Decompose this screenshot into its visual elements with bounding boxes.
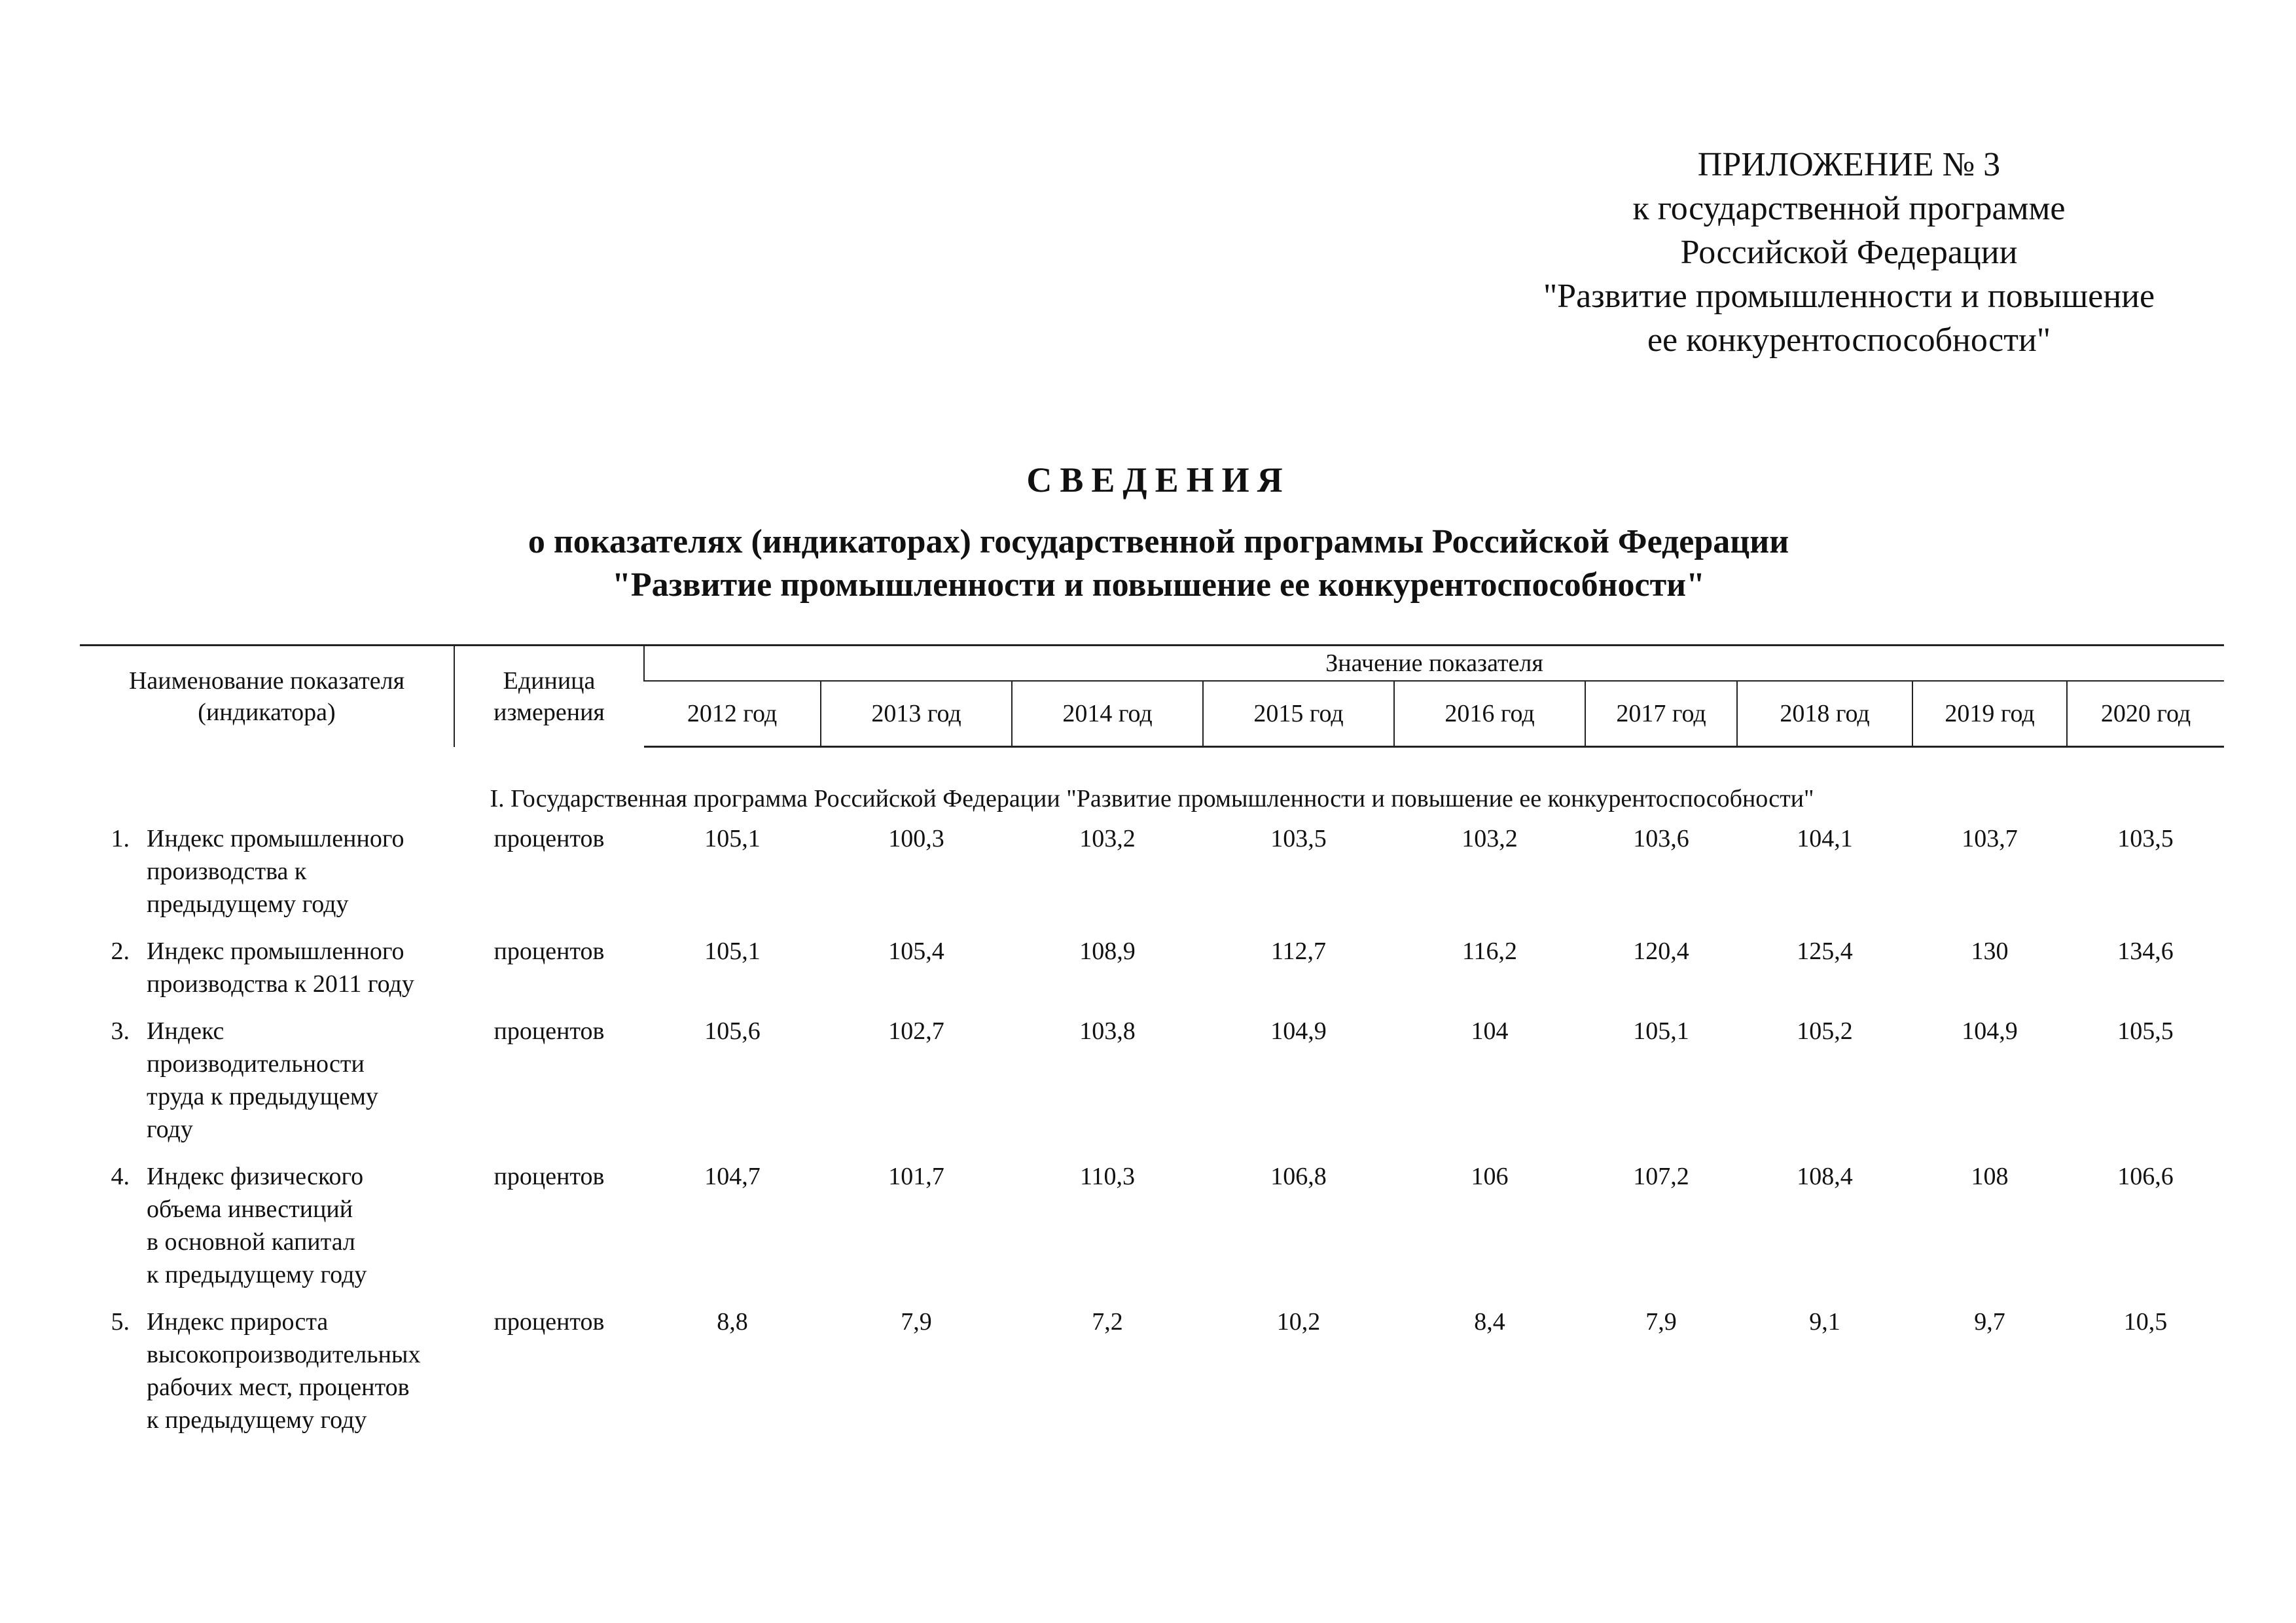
unit-cell: процентов	[493, 1017, 605, 1045]
unit-cell: процентов	[493, 1308, 605, 1336]
value-cell: 102,7	[888, 1017, 944, 1045]
header-name-line-2: (индикатора)	[198, 698, 336, 726]
row-number: 1.	[111, 825, 130, 852]
header-year: 2018 год	[1737, 681, 1912, 747]
name-line: Индекс промышленного	[147, 825, 404, 852]
indicators-table	[80, 644, 2224, 1451]
document-subtitle	[0, 520, 2296, 607]
name-line: Индекс физического	[147, 1163, 364, 1190]
value-cell: 9,1	[1809, 1308, 1840, 1336]
header-values: Значение показателя	[644, 646, 2224, 682]
table-row	[80, 1305, 2224, 1451]
indicator-name	[147, 1160, 454, 1305]
value-cell: 104	[1471, 1017, 1509, 1045]
subtitle-line-1: о показателях (индикаторах) государственной программы Российской Федерации	[528, 523, 1789, 560]
document-title: СВЕДЕНИЯ	[1026, 460, 1291, 500]
value-cell: 120,4	[1633, 938, 1689, 965]
value-cell: 106,8	[1270, 1163, 1327, 1190]
header-year: 2019 год	[1912, 681, 2067, 747]
value-cell: 108,9	[1079, 938, 1136, 965]
value-cell: 103,2	[1462, 825, 1518, 852]
section-title: I. Государственная программа Российской Федерации "Развитие промышленности и повышение ее конкурентоспособности"	[490, 785, 1814, 812]
appendix-header	[1466, 143, 2232, 362]
name-line: году	[147, 1116, 193, 1143]
name-line: к предыдущему году	[147, 1406, 367, 1434]
name-line: объема инвестиций	[147, 1195, 353, 1223]
row-number: 3.	[111, 1017, 130, 1045]
value-cell: 105,5	[2117, 1017, 2174, 1045]
appendix-line: ПРИЛОЖЕНИЕ № 3	[1697, 146, 2001, 183]
name-line: производства к 2011 году	[147, 970, 414, 998]
value-cell: 8,4	[1474, 1308, 1505, 1336]
header-year: 2012 год	[644, 681, 821, 747]
value-cell: 103,8	[1079, 1017, 1136, 1045]
table-row	[80, 935, 2224, 1015]
name-line: к предыдущему году	[147, 1261, 367, 1288]
table-row	[80, 1160, 2224, 1305]
header-year: 2016 год	[1394, 681, 1585, 747]
unit-cell: процентов	[493, 1163, 605, 1190]
value-cell: 104,9	[1270, 1017, 1327, 1045]
header-indicator-name	[80, 646, 454, 747]
value-cell: 108,4	[1797, 1163, 1853, 1190]
value-cell: 8,8	[717, 1308, 748, 1336]
value-cell: 9,7	[1974, 1308, 2005, 1336]
value-cell: 105,1	[1633, 1017, 1689, 1045]
name-line: рабочих мест, процентов	[147, 1374, 410, 1401]
header-year: 2020 год	[2067, 681, 2224, 747]
row-number: 2.	[111, 938, 130, 965]
value-cell: 10,5	[2123, 1308, 2168, 1336]
value-cell: 103,2	[1079, 825, 1136, 852]
value-cell: 106	[1471, 1163, 1509, 1190]
value-cell: 101,7	[888, 1163, 944, 1190]
value-cell: 104,9	[1962, 1017, 2018, 1045]
appendix-line: к государственной программе	[1632, 190, 2066, 227]
unit-cell: процентов	[493, 825, 605, 852]
value-cell: 100,3	[888, 825, 944, 852]
value-cell: 125,4	[1797, 938, 1853, 965]
value-cell: 7,9	[901, 1308, 932, 1336]
value-cell: 7,2	[1092, 1308, 1123, 1336]
header-year: 2013 год	[821, 681, 1012, 747]
row-number: 4.	[111, 1163, 130, 1190]
value-cell: 103,5	[2117, 825, 2174, 852]
value-cell: 10,2	[1276, 1308, 1321, 1336]
appendix-line: Российской Федерации	[1680, 234, 2018, 271]
value-cell: 105,4	[888, 938, 944, 965]
header-unit	[454, 646, 644, 747]
table-row	[80, 822, 2224, 935]
value-cell: 130	[1971, 938, 2009, 965]
name-line: предыдущему году	[147, 890, 349, 918]
indicator-name	[147, 935, 454, 1015]
name-line: в основной капитал	[147, 1228, 355, 1256]
value-cell: 103,5	[1270, 825, 1327, 852]
name-line: производства к	[147, 858, 307, 885]
table-row	[80, 1015, 2224, 1160]
value-cell: 105,1	[704, 938, 761, 965]
indicator-name	[147, 1015, 454, 1160]
appendix-line: "Развитие промышленности и повышение	[1543, 278, 2155, 315]
value-cell: 104,7	[704, 1163, 761, 1190]
value-cell: 104,1	[1797, 825, 1853, 852]
value-cell: 110,3	[1079, 1163, 1136, 1190]
unit-cell: процентов	[493, 938, 605, 965]
header-unit-line-2: измерения	[493, 698, 605, 726]
header-year: 2017 год	[1585, 681, 1737, 747]
name-line: Индекс промышленного	[147, 938, 404, 965]
value-cell: 103,6	[1633, 825, 1689, 852]
header-unit-line-1: Единица	[503, 666, 596, 695]
indicator-name	[147, 1305, 454, 1451]
name-line: труда к предыдущему	[147, 1083, 378, 1110]
name-line: высокопроизводительных	[147, 1341, 421, 1368]
header-name-line-1: Наименование показателя	[128, 666, 405, 695]
subtitle-line-2: "Развитие промышленности и повышение ее конкурентоспособности"	[612, 566, 1705, 604]
row-number: 5.	[111, 1308, 130, 1336]
indicator-name	[147, 822, 454, 935]
value-cell: 108	[1971, 1163, 2009, 1190]
value-cell: 105,2	[1797, 1017, 1853, 1045]
name-line: производительности	[147, 1050, 365, 1078]
value-cell: 105,1	[704, 825, 761, 852]
header-year: 2014 год	[1012, 681, 1203, 747]
appendix-line: ее конкурентоспособности"	[1647, 321, 2051, 359]
name-line: Индекс	[147, 1017, 224, 1045]
name-line: Индекс прироста	[147, 1308, 329, 1336]
value-cell: 134,6	[2117, 938, 2174, 965]
value-cell: 7,9	[1645, 1308, 1677, 1336]
value-cell: 105,6	[704, 1017, 761, 1045]
value-cell: 112,7	[1270, 938, 1327, 965]
header-year: 2015 год	[1203, 681, 1394, 747]
value-cell: 107,2	[1633, 1163, 1689, 1190]
value-cell: 106,6	[2117, 1163, 2174, 1190]
value-cell: 116,2	[1462, 938, 1518, 965]
value-cell: 103,7	[1962, 825, 2018, 852]
